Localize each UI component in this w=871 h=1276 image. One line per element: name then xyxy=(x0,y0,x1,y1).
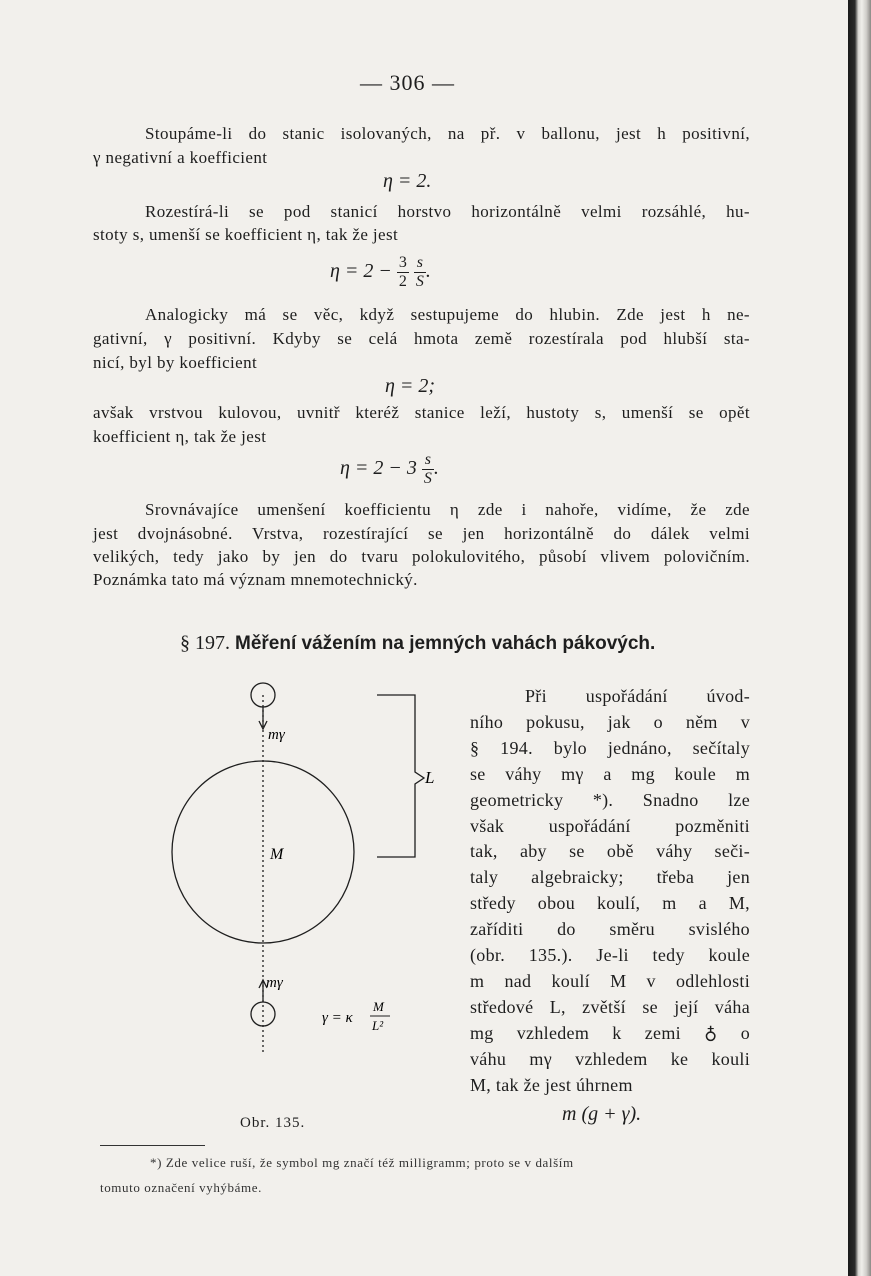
text-line: Poznámka tato má význam mnemotechnický. xyxy=(93,570,418,589)
col-line: váhu mγ vzhledem ke kouli xyxy=(470,1048,750,1069)
equation-2: η = 2 − $\frac{3}{2}$ $\frac{s}{S}$ . xyxy=(330,254,431,290)
section-number: § 197. xyxy=(180,632,230,654)
text-line: Analogicky má se věc, když sestupujeme do hlubin. Zde jest h ne- xyxy=(145,305,750,324)
footnote-line: tomuto označení vyhýbáme. xyxy=(100,1180,262,1195)
col-line: středové L, zvětší se její váha xyxy=(470,996,750,1017)
fraction-s-S: $\frac{s}{S}$ xyxy=(423,451,432,487)
equation-5: m (g + γ). xyxy=(562,1103,642,1125)
formula-den: L² xyxy=(372,1018,384,1033)
figure-caption: Obr. 135. xyxy=(240,1115,306,1131)
text-line: Rozestírá-li se pod stanicí horstvo horizontálně velmi rozsáhlé, hu- xyxy=(145,202,750,221)
col-line: § 194. bylo jednáno, sečítaly xyxy=(470,737,750,758)
text-line: gativní, γ positivní. Kdyby se celá hmota země rozestírala pod hlubší sta- xyxy=(93,329,750,348)
section-title: Měření vážením na jemných vahách pákových. xyxy=(235,633,656,654)
col-line: Při uspořádání úvod- xyxy=(525,686,750,706)
fraction-s-S: $\frac{s}{S}$ xyxy=(415,254,424,290)
label-L: L xyxy=(425,768,435,787)
col-line: m nad koulí M v odlehlosti xyxy=(470,970,750,991)
col-line: ního pokusu, jak o něm v xyxy=(470,711,750,732)
text-line: stoty s, umenší se koefficient η, tak že jest xyxy=(93,225,399,244)
footnote-line: *) Zde velice ruší, že symbol mg značí též milligramm; proto se v dalším xyxy=(150,1155,574,1170)
col-line: geometricky *). Snadno lze xyxy=(470,789,750,810)
text-line: Stoupáme-li do stanic isolovaných, na př. v ballonu, jest h positivní, xyxy=(145,124,750,143)
equation-1: η = 2. xyxy=(383,170,432,192)
equation-4: η = 2 − 3 $\frac{s}{S}$ . xyxy=(340,451,439,487)
label-m-gamma-bottom: mγ xyxy=(266,975,283,991)
text-line: koefficient η, tak že jest xyxy=(93,427,267,446)
fraction-3-2: $\frac{3}{2}$ xyxy=(398,254,407,290)
text-line: avšak vrstvou kulovou, uvnitř kteréž stanice leží, hustoty s, umenší se opět xyxy=(93,403,750,422)
formula-num: M xyxy=(373,999,384,1014)
equation-3: η = 2; xyxy=(385,375,436,397)
col-line: tak, aby se obě váhy seči- xyxy=(470,841,750,862)
col-line: zaříditi do směru svislého xyxy=(470,919,750,940)
page-edge xyxy=(848,0,871,1276)
bracket-L xyxy=(377,695,424,857)
text-line: velikých, tedy jako by jen do tvaru polokulovitého, působí vlivem polovičním. xyxy=(93,547,750,566)
page-number: — 306 — xyxy=(360,70,455,95)
col-line: (obr. 135.). Je-li tedy koule xyxy=(470,945,750,966)
text-line: Srovnávajíce umenšení koefficientu η zde i nahoře, vidíme, že zde xyxy=(145,500,750,519)
text-line: nicí, byl by koefficient xyxy=(93,353,258,372)
text-line: γ negativní a koefficient xyxy=(93,148,268,167)
column-text xyxy=(470,684,750,1099)
col-line: taly algebraicky; třeba jen xyxy=(470,867,750,888)
footnote-rule xyxy=(100,1145,205,1146)
text-line: jest dvojnásobné. Vrstva, rozestírající se jen horizontálně do dálek velmi xyxy=(93,524,750,543)
col-line: M, tak že jest úhrnem xyxy=(470,1074,633,1095)
label-m-gamma-top: mγ xyxy=(268,727,285,743)
col-line: však uspořádání pozměniti xyxy=(470,815,750,836)
col-line: středy obou koulí, m a M, xyxy=(470,893,750,914)
col-line: se váhy mγ a mg koule m xyxy=(470,763,750,784)
col-line: mg vzhledem k zemi ♁ o xyxy=(470,1022,750,1043)
equation-2-lhs: η = 2 − xyxy=(330,260,392,283)
formula-gamma: γ = κ xyxy=(322,1010,353,1026)
figure-135 xyxy=(100,675,465,1075)
label-M: M xyxy=(270,846,284,863)
section-heading xyxy=(180,632,655,655)
